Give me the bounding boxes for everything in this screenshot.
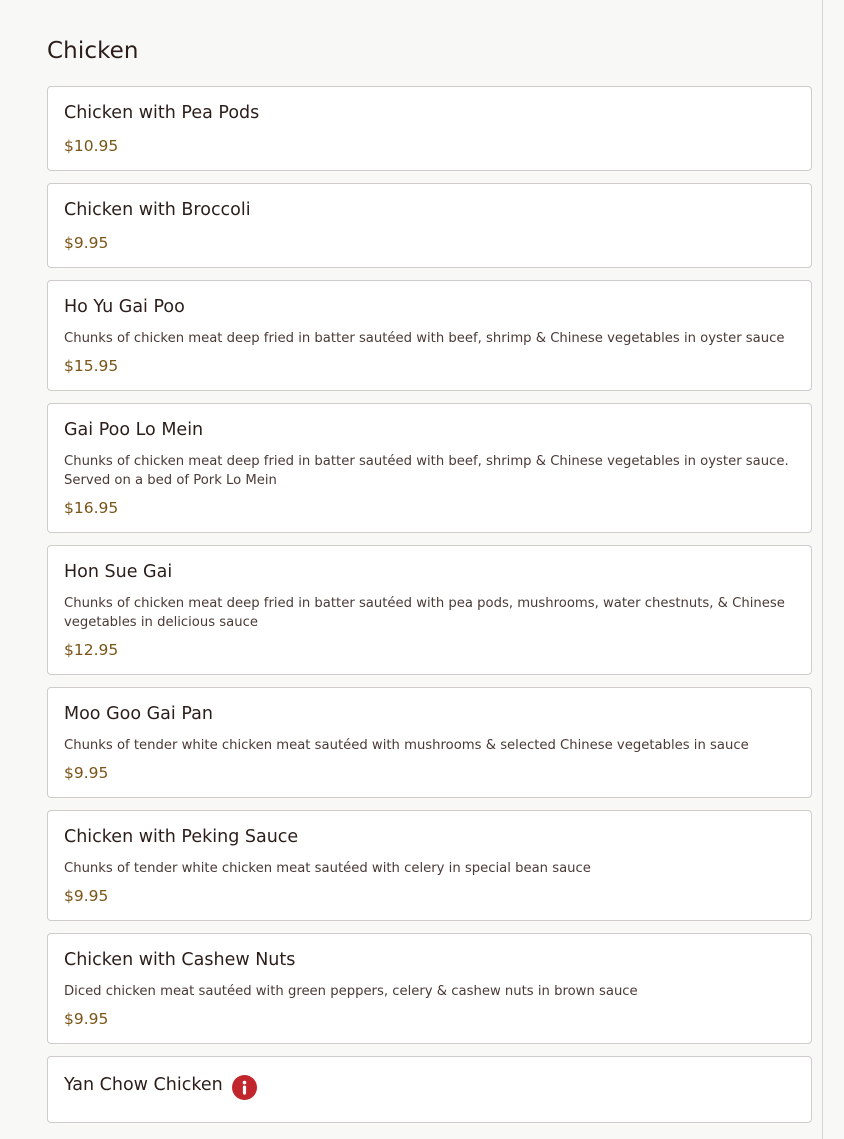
menu-item-name: Moo Goo Gai Pan — [64, 704, 213, 724]
menu-items-list — [47, 86, 812, 1135]
menu-item-name: Hon Sue Gai — [64, 562, 173, 582]
menu-item-price: $10.95 — [64, 137, 119, 155]
menu-item-name: Chicken with Broccoli — [64, 200, 251, 220]
menu-item-header — [64, 826, 795, 848]
menu-item-header — [64, 949, 795, 971]
menu-item-price: $12.95 — [64, 641, 119, 659]
menu-item-description: Chunks of chicken meat deep fried in batter sautéed with beef, shrimp & Chinese vegetables in oyster sauce. Served on a bed of Pork Lo Mein — [64, 454, 789, 488]
menu-item-name: Gai Poo Lo Mein — [64, 420, 204, 440]
menu-item-description: Chunks of tender white chicken meat sautéed with celery in special bean sauce — [64, 861, 591, 876]
menu-item-description: Diced chicken meat sautéed with green peppers, celery & cashew nuts in brown sauce — [64, 984, 638, 999]
menu-item-price: $16.95 — [64, 499, 119, 517]
menu-item[interactable] — [47, 86, 812, 171]
menu-item[interactable] — [47, 545, 812, 675]
menu-item[interactable] — [47, 1056, 812, 1123]
menu-item-header — [64, 199, 795, 221]
menu-item-price: $9.95 — [64, 764, 109, 782]
menu-item[interactable] — [47, 403, 812, 533]
menu-item-header — [64, 419, 795, 441]
menu-item-price: $9.95 — [64, 887, 109, 905]
menu-item-description: Chunks of tender white chicken meat sautéed with mushrooms & selected Chinese vegetables in sauce — [64, 738, 749, 753]
menu-item-name: Ho Yu Gai Poo — [64, 297, 185, 317]
menu-item[interactable] — [47, 183, 812, 268]
menu-item-price: $9.95 — [64, 234, 109, 252]
menu-item-header — [64, 561, 795, 583]
menu-item-header — [64, 1072, 795, 1097]
menu-item-price: $15.95 — [64, 357, 119, 375]
menu-item-header — [64, 102, 795, 124]
menu-item-header — [64, 296, 795, 318]
menu-item-name: Chicken with Pea Pods — [64, 103, 260, 123]
spicy-info-icon[interactable] — [232, 1075, 257, 1100]
menu-item[interactable] — [47, 687, 812, 798]
menu-item-name: Chicken with Peking Sauce — [64, 827, 299, 847]
menu-item-price: $9.95 — [64, 1010, 109, 1028]
menu-item[interactable] — [47, 810, 812, 921]
menu-item-name: Chicken with Cashew Nuts — [64, 950, 296, 970]
menu-item-description: Chunks of chicken meat deep fried in batter sautéed with pea pods, mushrooms, water chestnuts, & Chinese vegetables in delicious sauce — [64, 596, 785, 630]
menu-item[interactable] — [47, 280, 812, 391]
menu-item[interactable] — [47, 933, 812, 1044]
menu-item-description: Chunks of chicken meat deep fried in batter sautéed with beef, shrimp & Chinese vegetables in oyster sauce — [64, 331, 785, 346]
section-heading: Chicken — [47, 38, 139, 64]
menu-item-name: Yan Chow Chicken — [64, 1074, 223, 1095]
menu-item-header — [64, 703, 795, 725]
